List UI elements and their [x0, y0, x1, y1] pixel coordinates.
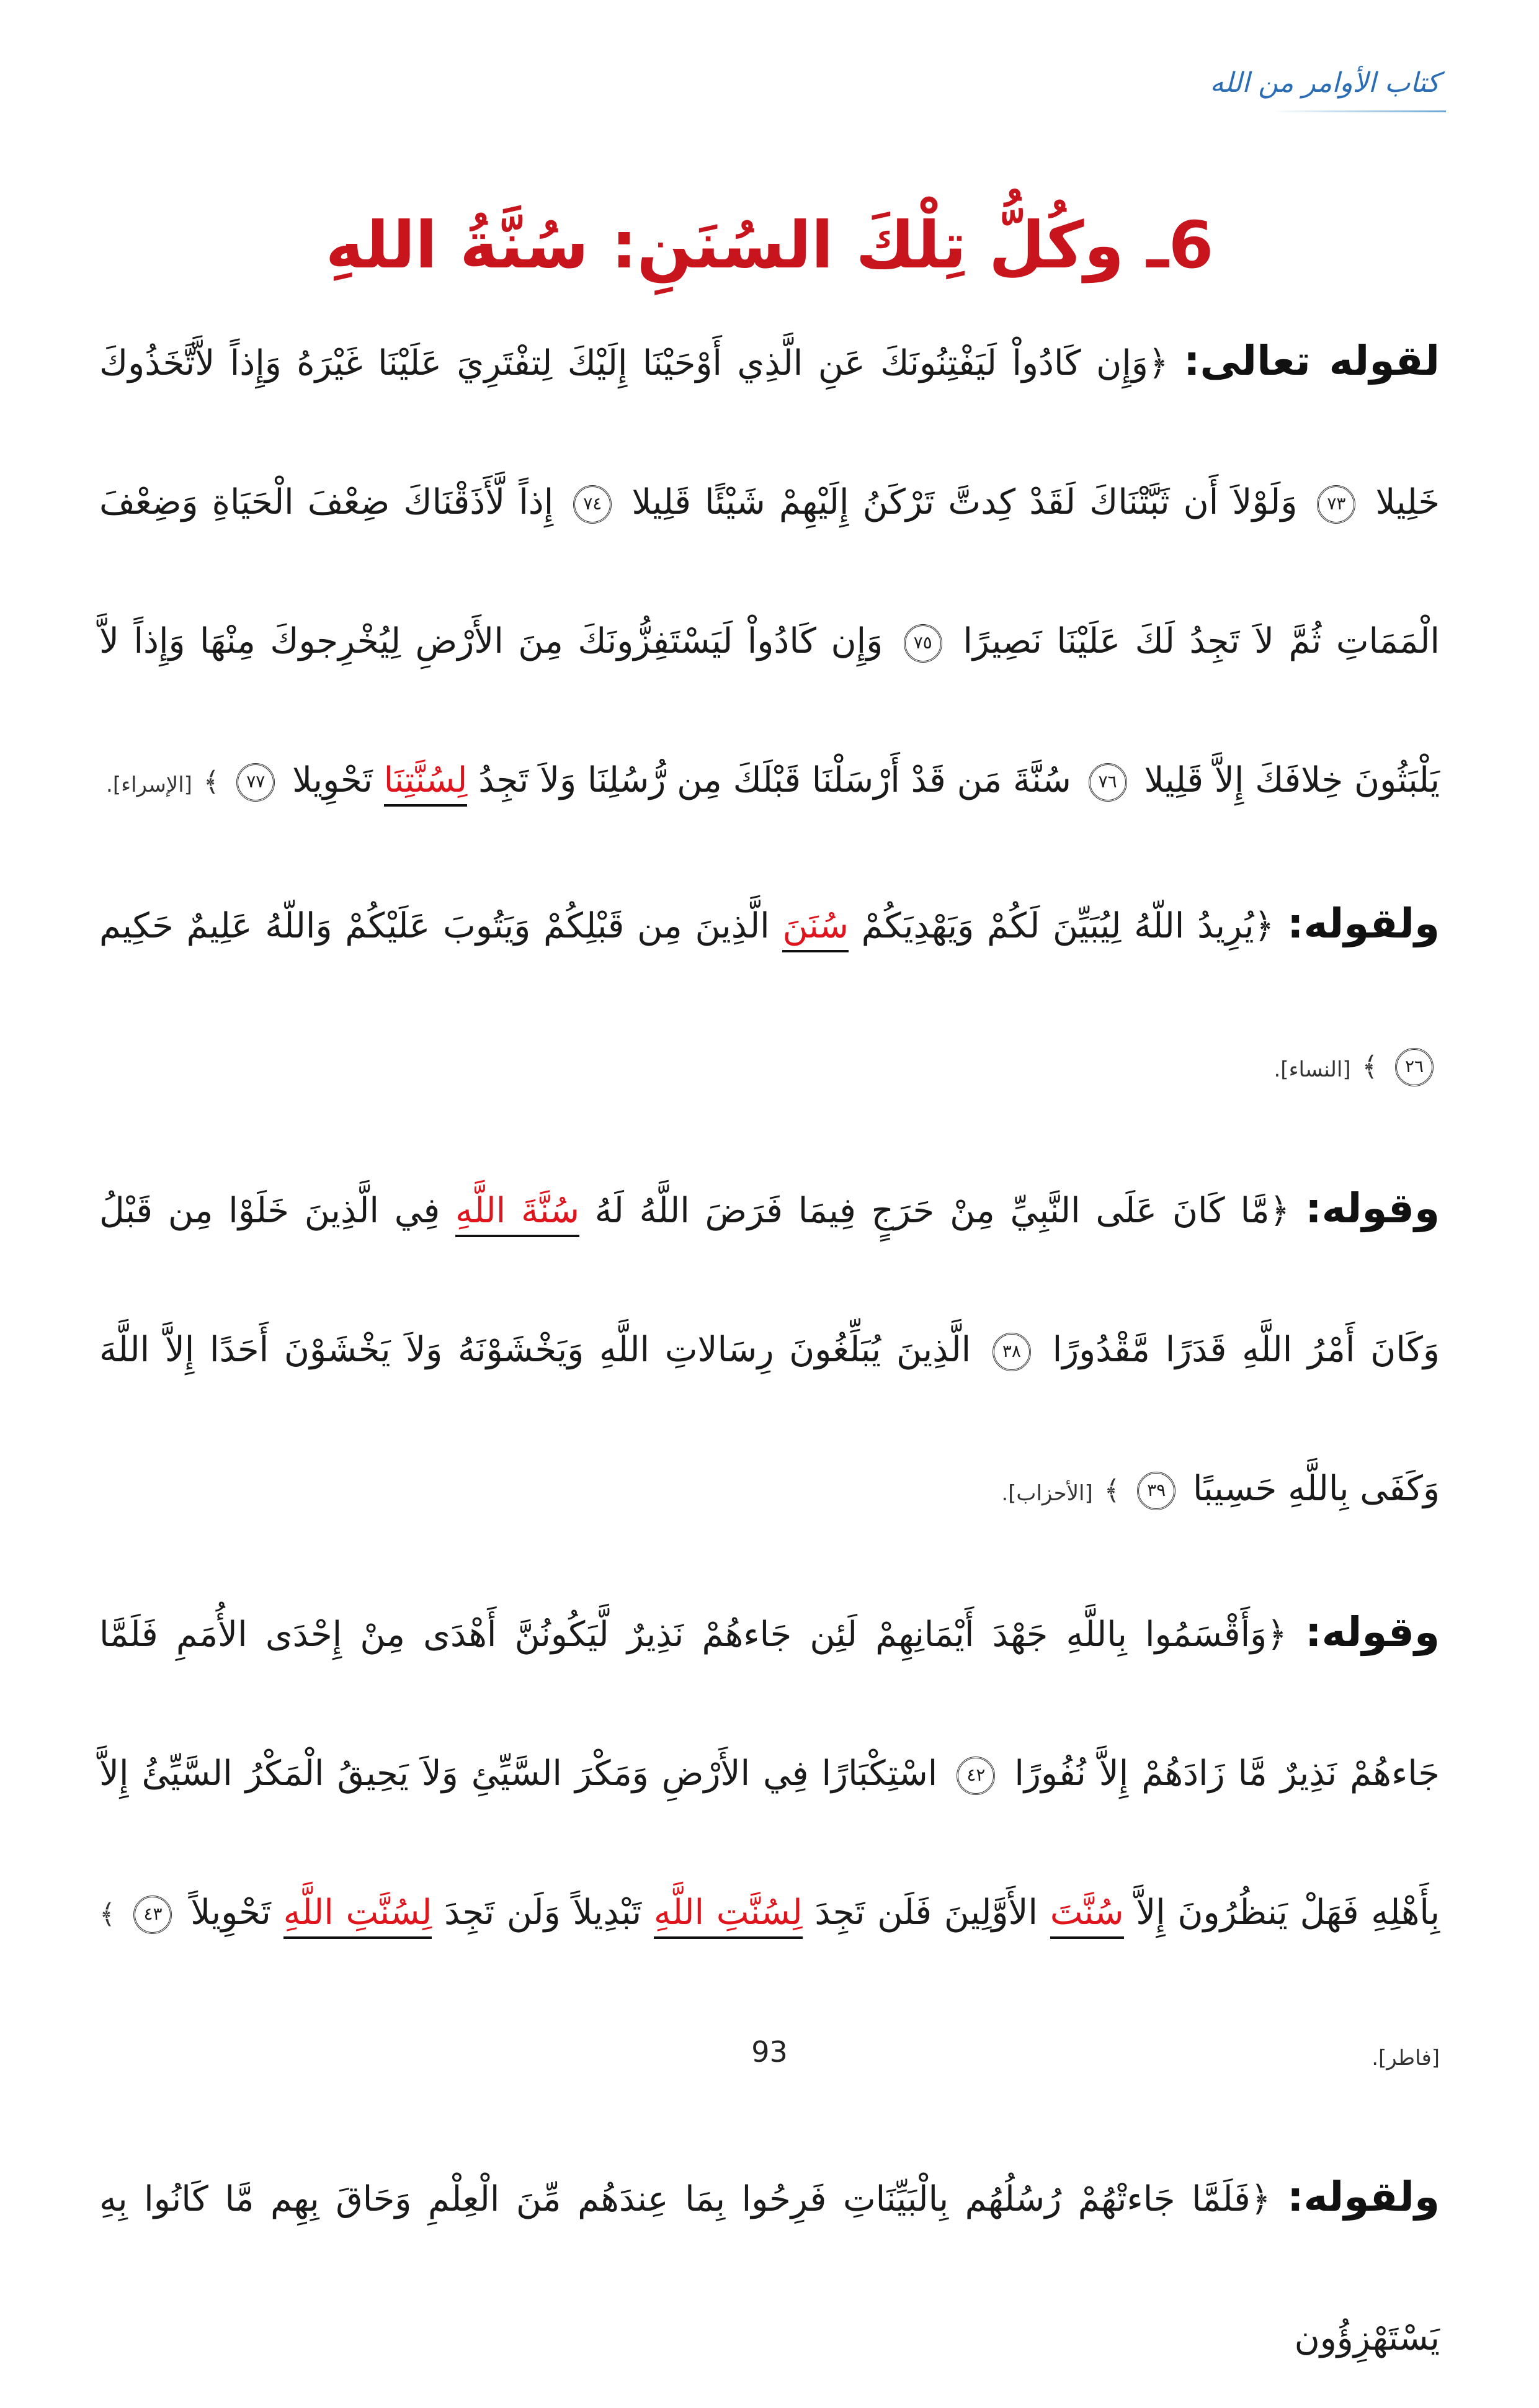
- ayah-close-ornament: ﴾: [1362, 1050, 1378, 1083]
- surah-citation: [فاطر].: [1372, 2045, 1440, 2070]
- ayah-text: الأَوَّلِينَ فَلَن تَجِدَ: [814, 1892, 1038, 1933]
- surah-citation: [النساء].: [1274, 1057, 1351, 1082]
- ayah-text: فِي الَّذِينَ خَلَوْا مِن قَبْلُ وَكَانَ أَمْرُ اللَّهِ قَدَرًا مَّقْدُورًا: [99, 1191, 1440, 1370]
- sunna-highlight: لِسُنَّتِ اللَّهِ: [654, 1892, 803, 1939]
- ayah-text: تَحْوِيلاً: [190, 1892, 271, 1933]
- ayah-text: ﴿وَأَقْسَمُوا بِاللَّهِ جَهْدَ أَيْمَانِهِمْ لَئِن جَاءهُمْ نَذِيرٌ لَّيَكُونُنَّ أَهْدَى مِنْ إِحْدَى الأُمَمِ فَلَمَّا جَاءهُمْ نَذِيرٌ مَّا زَادَهُمْ إِلاَّ نُفُورًا: [99, 1614, 1440, 1794]
- verse-number-marker: ٤٣: [133, 1896, 172, 1934]
- passage-lead: وقوله:: [1305, 1184, 1440, 1232]
- verse-number-marker: ٣٨: [993, 1333, 1031, 1371]
- sunna-highlight: سُنَّةَ اللَّهِ: [455, 1191, 579, 1237]
- verse-number-marker: ٣٩: [1137, 1472, 1175, 1510]
- surah-citation: [الإسراء].: [106, 772, 192, 797]
- ayah-text: تَحْوِيلا: [292, 760, 373, 800]
- verse-number-marker: ٧٦: [1089, 763, 1127, 802]
- page-number: 93: [751, 2035, 788, 2069]
- passage-lead: لقوله تعالى:: [1184, 337, 1440, 385]
- running-header-rule: [1272, 110, 1446, 112]
- ayah-text: تَبْدِيلاً وَلَن تَجِدَ: [444, 1892, 642, 1933]
- passage-lead: وقوله:: [1305, 1608, 1440, 1656]
- sunna-highlight: لِسُنَّتِنَا: [384, 760, 468, 807]
- verse-number-marker: ٧٣: [1317, 485, 1355, 524]
- ayah-text: ﴿وَإِن كَادُواْ لَيَفْتِنُونَكَ عَنِ الَّذِي أَوْحَيْنَا إِلَيْكَ لِتفْتَرِيَ عَلَيْنَا غَيْرَهُ وَإِذاً لاَّتَّخَذُوكَ خَلِيلا: [99, 343, 1440, 522]
- ayah-text: ﴿فَلَمَّا جَاءتْهُمْ رُسُلُهُم بِالْبَيِّنَاتِ فَرِحُوا بِمَا عِندَهُم مِّنَ الْعِلْمِ وَحَاقَ بِهِم مَّا كَانُوا بِهِ يَسْتَهْزِؤُون: [99, 2178, 1440, 2358]
- ayah-close-ornament: ﴾: [1104, 1474, 1120, 1506]
- ayah-text: سُنَّةَ مَن قَدْ أَرْسَلْنَا قَبْلَكَ مِن رُّسُلِنَا وَلاَ تَجِدُ: [478, 760, 1071, 800]
- verse-number-marker: ٤٢: [957, 1757, 995, 1795]
- ayah-text: ﴿يُرِيدُ اللّهُ لِيُبَيِّنَ لَكُمْ وَيَهْدِيَكُمْ: [861, 906, 1275, 946]
- passage-lead: ولقوله:: [1287, 2172, 1440, 2221]
- verse-number-marker: ٧٧: [236, 763, 275, 802]
- passage-ahzab: [99, 1139, 1440, 1563]
- verse-number-marker: ٧٤: [573, 485, 612, 524]
- verse-number-marker: ٧٥: [904, 624, 942, 663]
- ayah-close-ornament: ﴾: [99, 1898, 115, 1930]
- ayah-text: الَّذِينَ مِن قَبْلِكُمْ وَيَتُوبَ عَلَيْكُمْ وَاللّهُ عَلِيمٌ حَكِيم: [99, 906, 770, 946]
- sunna-highlight: سُنَّتَ: [1050, 1892, 1124, 1939]
- passage-ghafir: [99, 2128, 1440, 2408]
- passage-lead: ولقوله:: [1287, 900, 1440, 947]
- body-text: [99, 292, 1440, 2408]
- sunna-highlight: سُنَنَ: [782, 906, 848, 952]
- ayah-text: وَإِن كَادُواْ لَيَسْتَفِزُّونَكَ مِنَ الأَرْضِ لِيُخْرِجوكَ مِنْهَا وَإِذاً لاَّ يَلْبَثُونَ خِلافَكَ إِلاَّ قَلِيلا: [99, 621, 1440, 800]
- ayah-close-ornament: ﴾: [203, 766, 220, 798]
- sunna-highlight: لِسُنَّتِ اللَّهِ: [283, 1892, 432, 1939]
- chapter-title: 6ـ وكُلُّ تِلْكَ السُنَنِ: سُنَّةُ اللهِ: [325, 207, 1214, 283]
- verse-number-marker: ٢٦: [1395, 1048, 1434, 1086]
- passage-nisa: [99, 854, 1440, 1139]
- passage-isra: [99, 292, 1440, 854]
- surah-citation: [الأحزاب].: [1001, 1481, 1093, 1506]
- ayah-text: إِذاً لَّأَذَقْنَاكَ ضِعْفَ الْحَيَاةِ وَضِعْفَ الْمَمَاتِ ثُمَّ لاَ تَجِدُ لَكَ عَلَيْنَا نَصِيرًا: [99, 482, 1440, 661]
- ayah-text: الَّذِينَ يُبَلِّغُونَ رِسَالاتِ اللَّهِ وَيَخْشَوْنَهُ وَلاَ يَخْشَوْنَ أَحَدًا إِلاَّ اللَّهَ وَكَفَى بِاللَّهِ حَسِيبًا: [99, 1330, 1440, 1509]
- ayah-text: وَلَوْلاَ أَن ثَبَّتْنَاكَ لَقَدْ كِدتَّ تَرْكَنُ إِلَيْهِمْ شَيْئًا قَلِيلا: [631, 482, 1298, 522]
- ayah-text: اسْتِكْبَارًا فِي الأَرْضِ وَمَكْرَ السَّيِّئِ وَلاَ يَحِيقُ الْمَكْرُ السَّيِّئُ إِلاَّ بِأَهْلِهِ فَهَلْ يَنظُرُونَ إِلاَّ: [99, 1753, 1440, 1933]
- running-header: كتاب الأوامر من الله: [1210, 67, 1440, 99]
- ayah-text: ﴿مَّا كَانَ عَلَى النَّبِيِّ مِنْ حَرَجٍ فِيمَا فَرَضَ اللَّهُ لَهُ: [594, 1191, 1290, 1231]
